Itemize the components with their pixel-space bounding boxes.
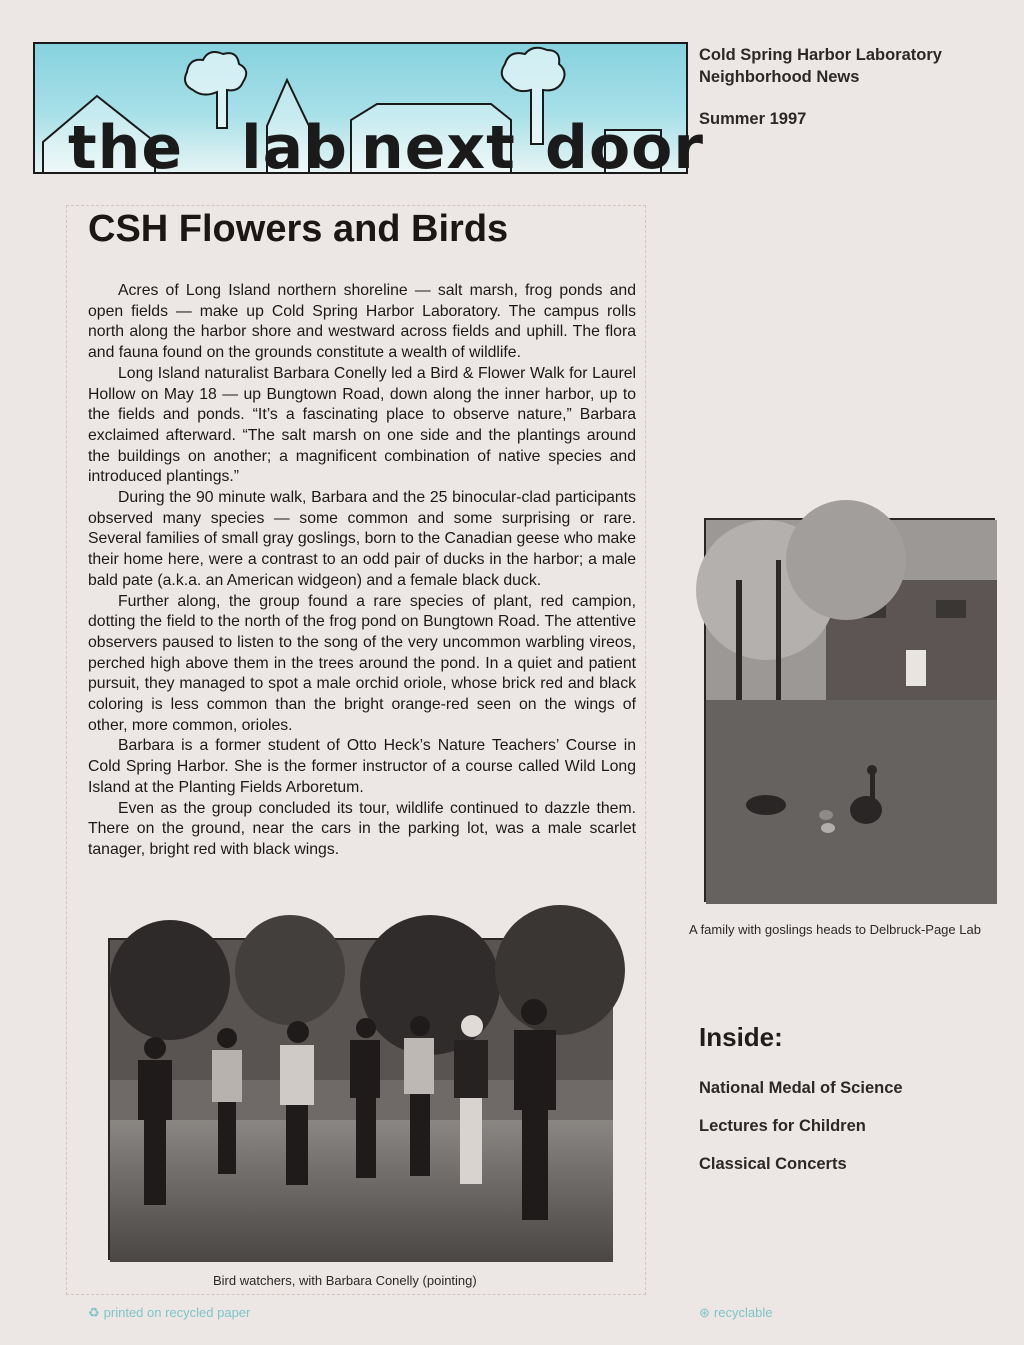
masthead-word-the: the <box>68 113 184 183</box>
geese-photo <box>704 518 995 902</box>
article-paragraph: Further along, the group found a rare species of plant, red campion, dotting the field to the north of the frog pond on Bungtown Road. The attentive observers paused to listen to the song of the very uncommon warbling vireos, perched high above them in the trees around the pond. In a quiet and patient pursuit, they managed to spot a male orchid oriole, whose brick red and black coloring is less common than the bright orange-red seen on the wings of other, more common, orioles. <box>88 592 636 734</box>
geese-photo-art <box>706 520 997 904</box>
recyclable-icon: ⊛ <box>699 1305 710 1320</box>
geese-caption: A family with goslings heads to Delbruck-Page Lab <box>689 922 981 937</box>
footer-recycled-paper <box>88 1305 250 1321</box>
masthead-word-next: next <box>361 113 516 183</box>
newsletter-name: Neighborhood News <box>699 68 860 86</box>
inside-item: National Medal of Science <box>699 1079 903 1097</box>
article-paragraph: Barbara is a former student of Otto Heck’s Nature Teachers’ Course in Cold Spring Harbor. She is the former instructor of a course called Wild Long Island at the Planting Fields Arboretum. <box>88 737 636 796</box>
bird-watchers-photo <box>108 938 611 1260</box>
article-body <box>88 281 636 861</box>
inside-heading: Inside: <box>699 1022 783 1052</box>
footer-right-text: recyclable <box>713 1305 773 1320</box>
issue-date: Summer 1997 <box>699 110 807 128</box>
bird-watchers-caption: Bird watchers, with Barbara Conelly (pointing) <box>213 1273 477 1288</box>
article-title: CSH Flowers and Birds <box>88 208 509 250</box>
article-paragraph: Long Island naturalist Barbara Conelly led a Bird & Flower Walk for Laurel Hollow on May 18 — up Bungtown Road, down along the inner harbor, up to the fields and ponds. “It’s a fascinating place to observe nature,” Barbara exclaimed afterward. “The salt marsh on one side and the plantings around the buildings on another; a magnificent combination of native species and introduced plantings.” <box>88 364 636 486</box>
masthead-logo <box>33 42 704 183</box>
article-paragraph: Acres of Long Island northern shoreline — salt marsh, frog ponds and open fields — make up Cold Spring Harbor Laboratory. The campus rolls north along the harbor shore and westward across fields and uphill. The flora and fauna found on the grounds constitute a wealth of wildlife. <box>88 282 636 362</box>
footer-recyclable <box>699 1305 772 1321</box>
masthead-word-lab: lab <box>241 113 349 183</box>
article-paragraph: During the 90 minute walk, Barbara and the 25 binocular-clad participants observed many species — some common and some surprising or rare. Several families of small gray goslings, born to the Canadian geese who make their home here, were a contrast to an odd pair of ducks in the harbor; a male bald pate (a.k.a. an American widgeon) and a female black duck. <box>88 489 636 589</box>
publisher-block <box>699 44 942 88</box>
recycle-icon: ♻ <box>88 1305 100 1320</box>
article-paragraph: Even as the group concluded its tour, wildlife continued to dazzle them. There on the ground, near the cars in the parking lot, was a male scarlet tanager, bright red with black wings. <box>88 799 636 858</box>
masthead-word-door: door <box>545 113 704 183</box>
inside-item: Classical Concerts <box>699 1155 847 1173</box>
inside-item: Lectures for Children <box>699 1117 866 1135</box>
bird-watchers-photo-art <box>110 940 613 1262</box>
footer-left-text: printed on recycled paper <box>103 1305 251 1320</box>
publisher-name: Cold Spring Harbor Laboratory <box>699 46 942 64</box>
